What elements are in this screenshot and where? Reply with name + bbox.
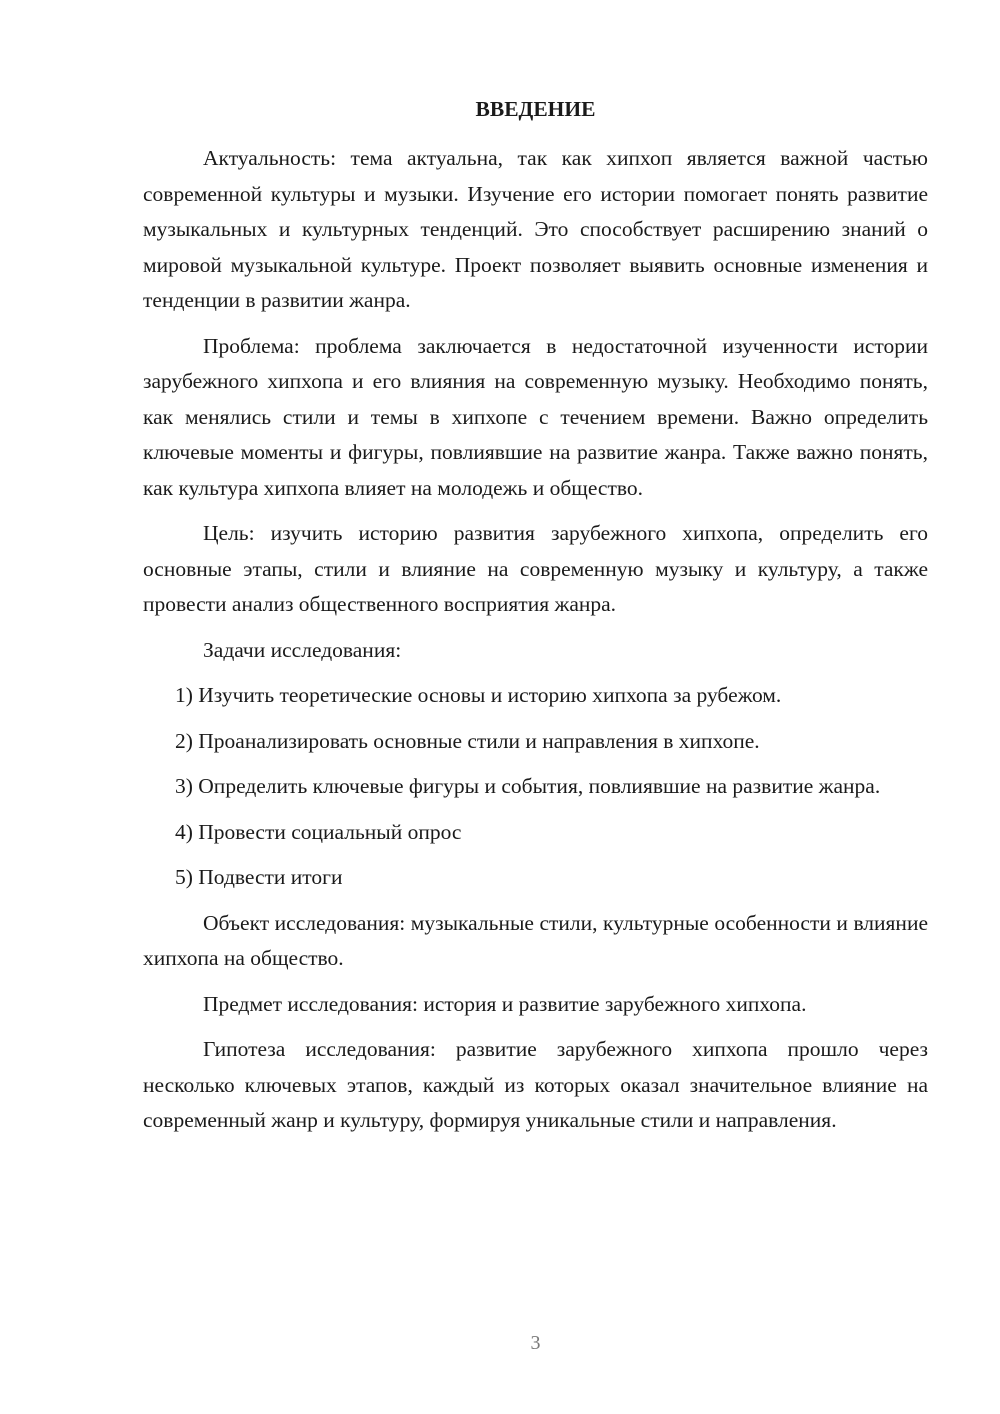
paragraph-relevance: Актуальность: тема актуальна, так как хипхоп является важной частью современной культуры и музыки. Изучение его истории помогает понять развитие музыкальных и культурных тенденций. Это способствует расширению знаний о мировой музыкальной культуре. Проект позволяет выявить основные изменения и тенденции в развитии жанра. <box>143 146 928 312</box>
document-page <box>143 0 928 1414</box>
page-number: 3 <box>530 1332 541 1354</box>
task-item-4: 4) Провести социальный опрос <box>175 819 462 844</box>
task-item-1: 1) Изучить теоретические основы и историю хипхопа за рубежом. <box>175 683 782 707</box>
paragraph-hypothesis: Гипотеза исследования: развитие зарубежного хипхопа прошло через несколько ключевых этапов, каждый из которых оказал значительное влияние на современный жанр и культуру, формируя уникальные стили и направления. <box>143 1037 928 1132</box>
task-item-2: 2) Проанализировать основные стили и направления в хипхопе. <box>175 728 760 753</box>
task-item-5: 5) Подвести итоги <box>175 865 343 889</box>
task-item-3: 3) Определить ключевые фигуры и события, повлиявшие на развитие жанра. <box>175 774 881 798</box>
page-title: ВВЕДЕНИЕ <box>475 97 596 121</box>
paragraph-goal: Цель: изучить историю развития зарубежного хипхопа, определить его основные этапы, стили и влияние на современную музыку и культуру, а также провести анализ общественного восприятия жанра. <box>143 521 928 616</box>
paragraph-object: Объект исследования: музыкальные стили, культурные особенности и влияние хипхопа на общество. <box>143 910 928 970</box>
tasks-heading: Задачи исследования: <box>203 637 402 662</box>
document-body <box>143 141 928 1139</box>
paragraph-subject: Предмет исследования: история и развитие зарубежного хипхопа. <box>203 991 807 1016</box>
paragraph-problem: Проблема: проблема заключается в недостаточной изученности истории зарубежного хипхопа и его влияния на современную музыку. Необходимо понять, как менялись стили и темы в хипхопе с течением времени. Важно определить ключевые моменты и фигуры, повлиявшие на развитие жанра. Также важно понять, как культура хипхопа влияет на молодежь и общество. <box>143 333 928 500</box>
